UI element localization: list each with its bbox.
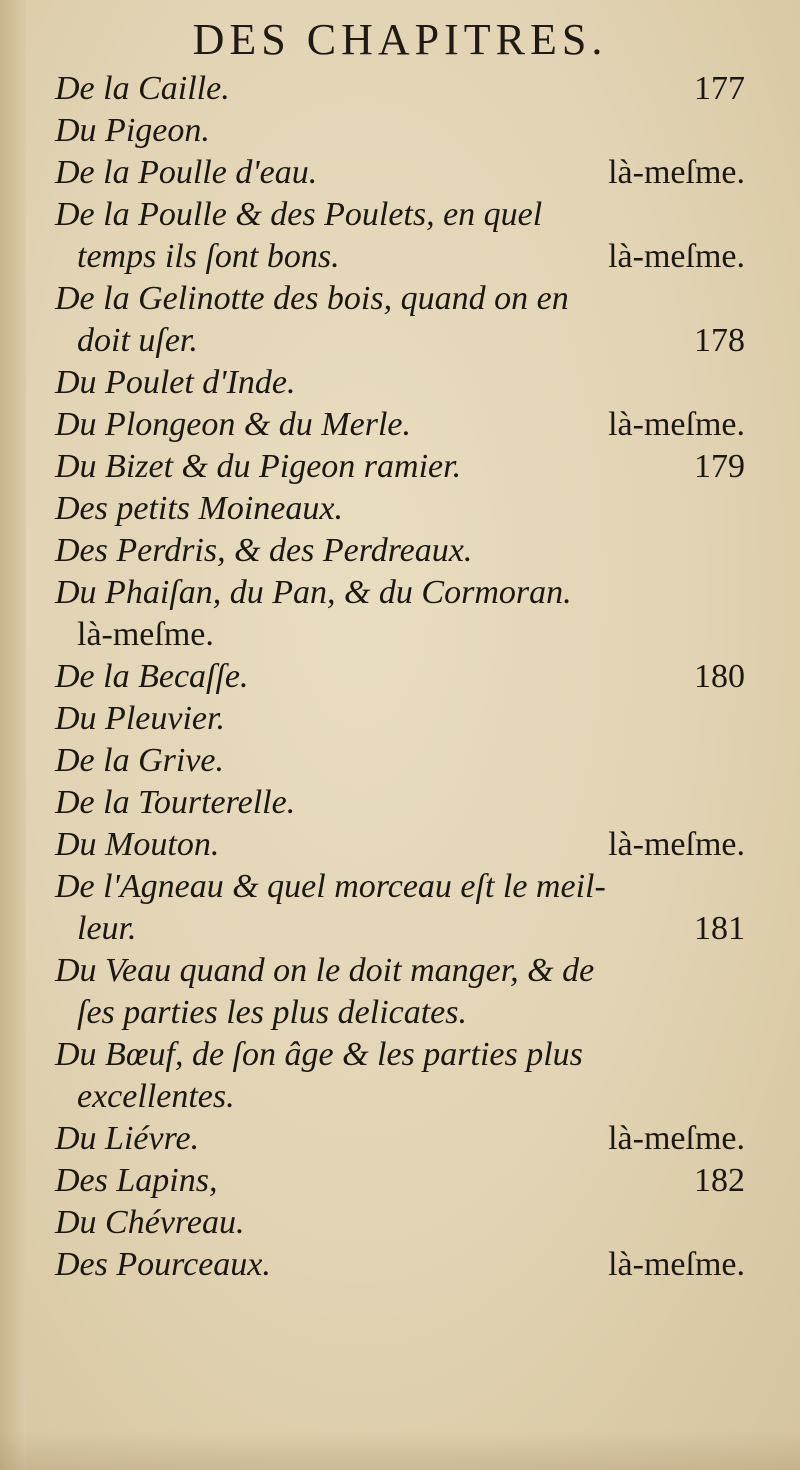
toc-entry-page: 179 <box>694 448 745 485</box>
toc-entry-title-cont: excellentes. <box>77 1078 235 1115</box>
toc-entry <box>55 278 745 362</box>
toc-entry-title: De la Caille. <box>55 70 230 107</box>
toc-entry-page: 182 <box>694 1162 745 1199</box>
toc-entry-page: là-meſme. <box>608 154 745 191</box>
toc-entry <box>55 446 745 488</box>
toc-entry <box>55 866 745 950</box>
toc-entry <box>55 740 745 782</box>
toc-entry <box>55 194 745 278</box>
toc-entry-title-cont: temps ils ſont bons. <box>77 238 340 275</box>
toc-entry-title: Du Mouton. <box>55 826 220 863</box>
toc-entry-title: Des Pourceaux. <box>55 1246 271 1283</box>
toc-entry-title: Des Perdris, & des Perdreaux. <box>55 532 473 569</box>
toc-entry <box>55 530 745 572</box>
page-bottom-shadow <box>0 1430 800 1470</box>
toc-entry-title: Du Poulet d'Inde. <box>55 364 296 401</box>
toc-entry-title-cont: là-meſme. <box>77 616 214 653</box>
toc-entry <box>55 110 745 152</box>
toc-entry-title: De la Gelinotte des bois, quand on en <box>55 280 569 317</box>
toc-entry-page: là-meſme. <box>608 406 745 443</box>
toc-entry <box>55 68 745 110</box>
toc-entry-title: Des petits Moineaux. <box>55 490 343 527</box>
toc-entry-title-cont: ſes parties les plus delicates. <box>77 994 468 1031</box>
toc-entry-title: Du Pleuvier. <box>55 700 225 737</box>
toc-entry <box>55 1160 745 1202</box>
toc-entry-title: Du Bœuf, de ſon âge & les parties plus <box>55 1036 583 1073</box>
table-of-contents <box>55 68 745 1286</box>
toc-entry-title: De la Poulle & des Poulets, en quel <box>55 196 543 233</box>
toc-entry-title: De la Tourterelle. <box>55 784 296 821</box>
toc-entry-title: De l'Agneau & quel morceau eſt le meil- <box>55 868 606 905</box>
toc-entry-title: Des Lapins, <box>55 1162 218 1199</box>
toc-entry-title: De la Becaſſe. <box>55 658 249 695</box>
toc-entry-title: De la Grive. <box>55 742 225 779</box>
toc-entry-title-cont: leur. <box>77 910 137 947</box>
toc-entry-page: là-meſme. <box>608 238 745 275</box>
toc-entry-page: 178 <box>694 322 745 359</box>
toc-entry <box>55 782 745 824</box>
running-header: DES CHAPITRES. <box>192 15 608 64</box>
toc-entry <box>55 950 745 1034</box>
page-gutter-shadow <box>0 0 26 1470</box>
toc-entry-title: Du Pigeon. <box>55 112 210 149</box>
toc-entry <box>55 362 745 404</box>
toc-entry <box>55 404 745 446</box>
toc-entry <box>55 1202 745 1244</box>
toc-entry-page: là-meſme. <box>608 1120 745 1157</box>
toc-entry <box>55 572 745 656</box>
toc-entry-title: Du Plongeon & du Merle. <box>55 406 411 443</box>
toc-entry <box>55 1118 745 1160</box>
toc-entry <box>55 488 745 530</box>
toc-entry-title: De la Poulle d'eau. <box>55 154 318 191</box>
toc-entry-page: 181 <box>694 910 745 947</box>
toc-entry-title: Du Veau quand on le doit manger, & de <box>55 952 595 989</box>
toc-entry <box>55 1244 745 1286</box>
toc-entry-title: Du Chévreau. <box>55 1204 245 1241</box>
toc-entry-page: 180 <box>694 658 745 695</box>
toc-entry <box>55 698 745 740</box>
toc-entry-page: là-meſme. <box>608 1246 745 1283</box>
toc-entry <box>55 824 745 866</box>
toc-entry <box>55 1034 745 1118</box>
toc-entry-title: Du Liévre. <box>55 1120 200 1157</box>
toc-entry-title-cont: doit uſer. <box>77 322 198 359</box>
toc-entry-title: Du Phaiſan, du Pan, & du Cormoran. <box>55 574 572 611</box>
toc-entry-page: 177 <box>694 70 745 107</box>
toc-entry-page: là-meſme. <box>608 826 745 863</box>
toc-entry-title: Du Bizet & du Pigeon ramier. <box>55 448 462 485</box>
toc-entry <box>55 656 745 698</box>
toc-entry <box>55 152 745 194</box>
